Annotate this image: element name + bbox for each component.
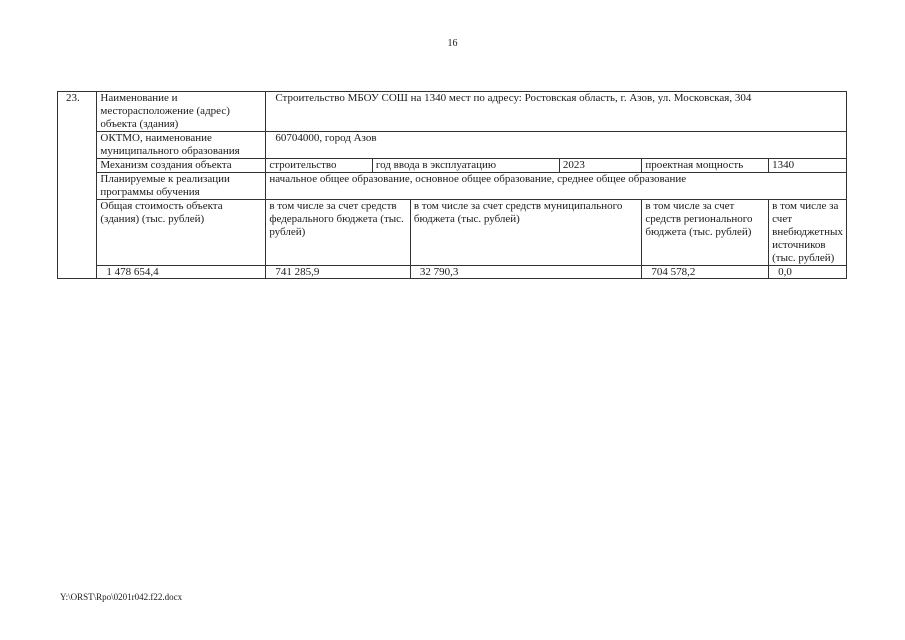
table-row: [58, 92, 847, 132]
mechanism-label: Механизм создания объекта: [97, 159, 266, 173]
table-row: [58, 159, 847, 173]
year-value: 2023: [559, 159, 642, 173]
cost-value-total: 1 478 654,4: [97, 266, 266, 279]
oktmo-value: 60704000, город Азов: [266, 132, 847, 159]
cost-header-total: Общая стоимость объекта (здания) (тыс. рублей): [97, 200, 266, 266]
page-number: 16: [447, 38, 458, 49]
cost-header-regional: в том числе за счет средств регионального бюджета (тыс. рублей): [642, 200, 769, 266]
oktmo-label: ОКТМО, наименование муниципального образования: [97, 132, 266, 159]
cost-value-regional: 704 578,2: [642, 266, 769, 279]
table-row: [58, 173, 847, 200]
mechanism-value: строительство: [266, 159, 373, 173]
object-table: [57, 91, 847, 279]
table-row: [58, 200, 847, 266]
cost-header-federal: в том числе за счет средств федерального бюджета (тыс. рублей): [266, 200, 411, 266]
name-value: Строительство МБОУ СОШ на 1340 мест по адресу: Ростовская область, г. Азов, ул. Московская, 304: [266, 92, 847, 132]
cost-header-extrabudgetary: в том числе за счет внебюджетных источников (тыс. рублей): [769, 200, 847, 266]
file-path-footer: Y:\ORST\Rpo\0201r042.f22.docx: [60, 592, 183, 602]
capacity-value: 1340: [769, 159, 847, 173]
cost-value-extrabudgetary: 0,0: [769, 266, 847, 279]
table-row: [58, 132, 847, 159]
name-label: Наименование и месторасположение (адрес) объекта (здания): [97, 92, 266, 132]
year-label: год ввода в эксплуатацию: [372, 159, 559, 173]
cost-value-federal: 741 285,9: [266, 266, 411, 279]
cost-header-municipal: в том числе за счет средств муниципального бюджета (тыс. рублей): [410, 200, 642, 266]
programs-value: начальное общее образование, основное общее образование, среднее общее образование: [266, 173, 847, 200]
cost-value-municipal: 32 790,3: [410, 266, 642, 279]
capacity-label: проектная мощность: [642, 159, 769, 173]
table-row: [58, 266, 847, 279]
object-number: 23.: [58, 92, 97, 279]
programs-label: Планируемые к реализации программы обучения: [97, 173, 266, 200]
